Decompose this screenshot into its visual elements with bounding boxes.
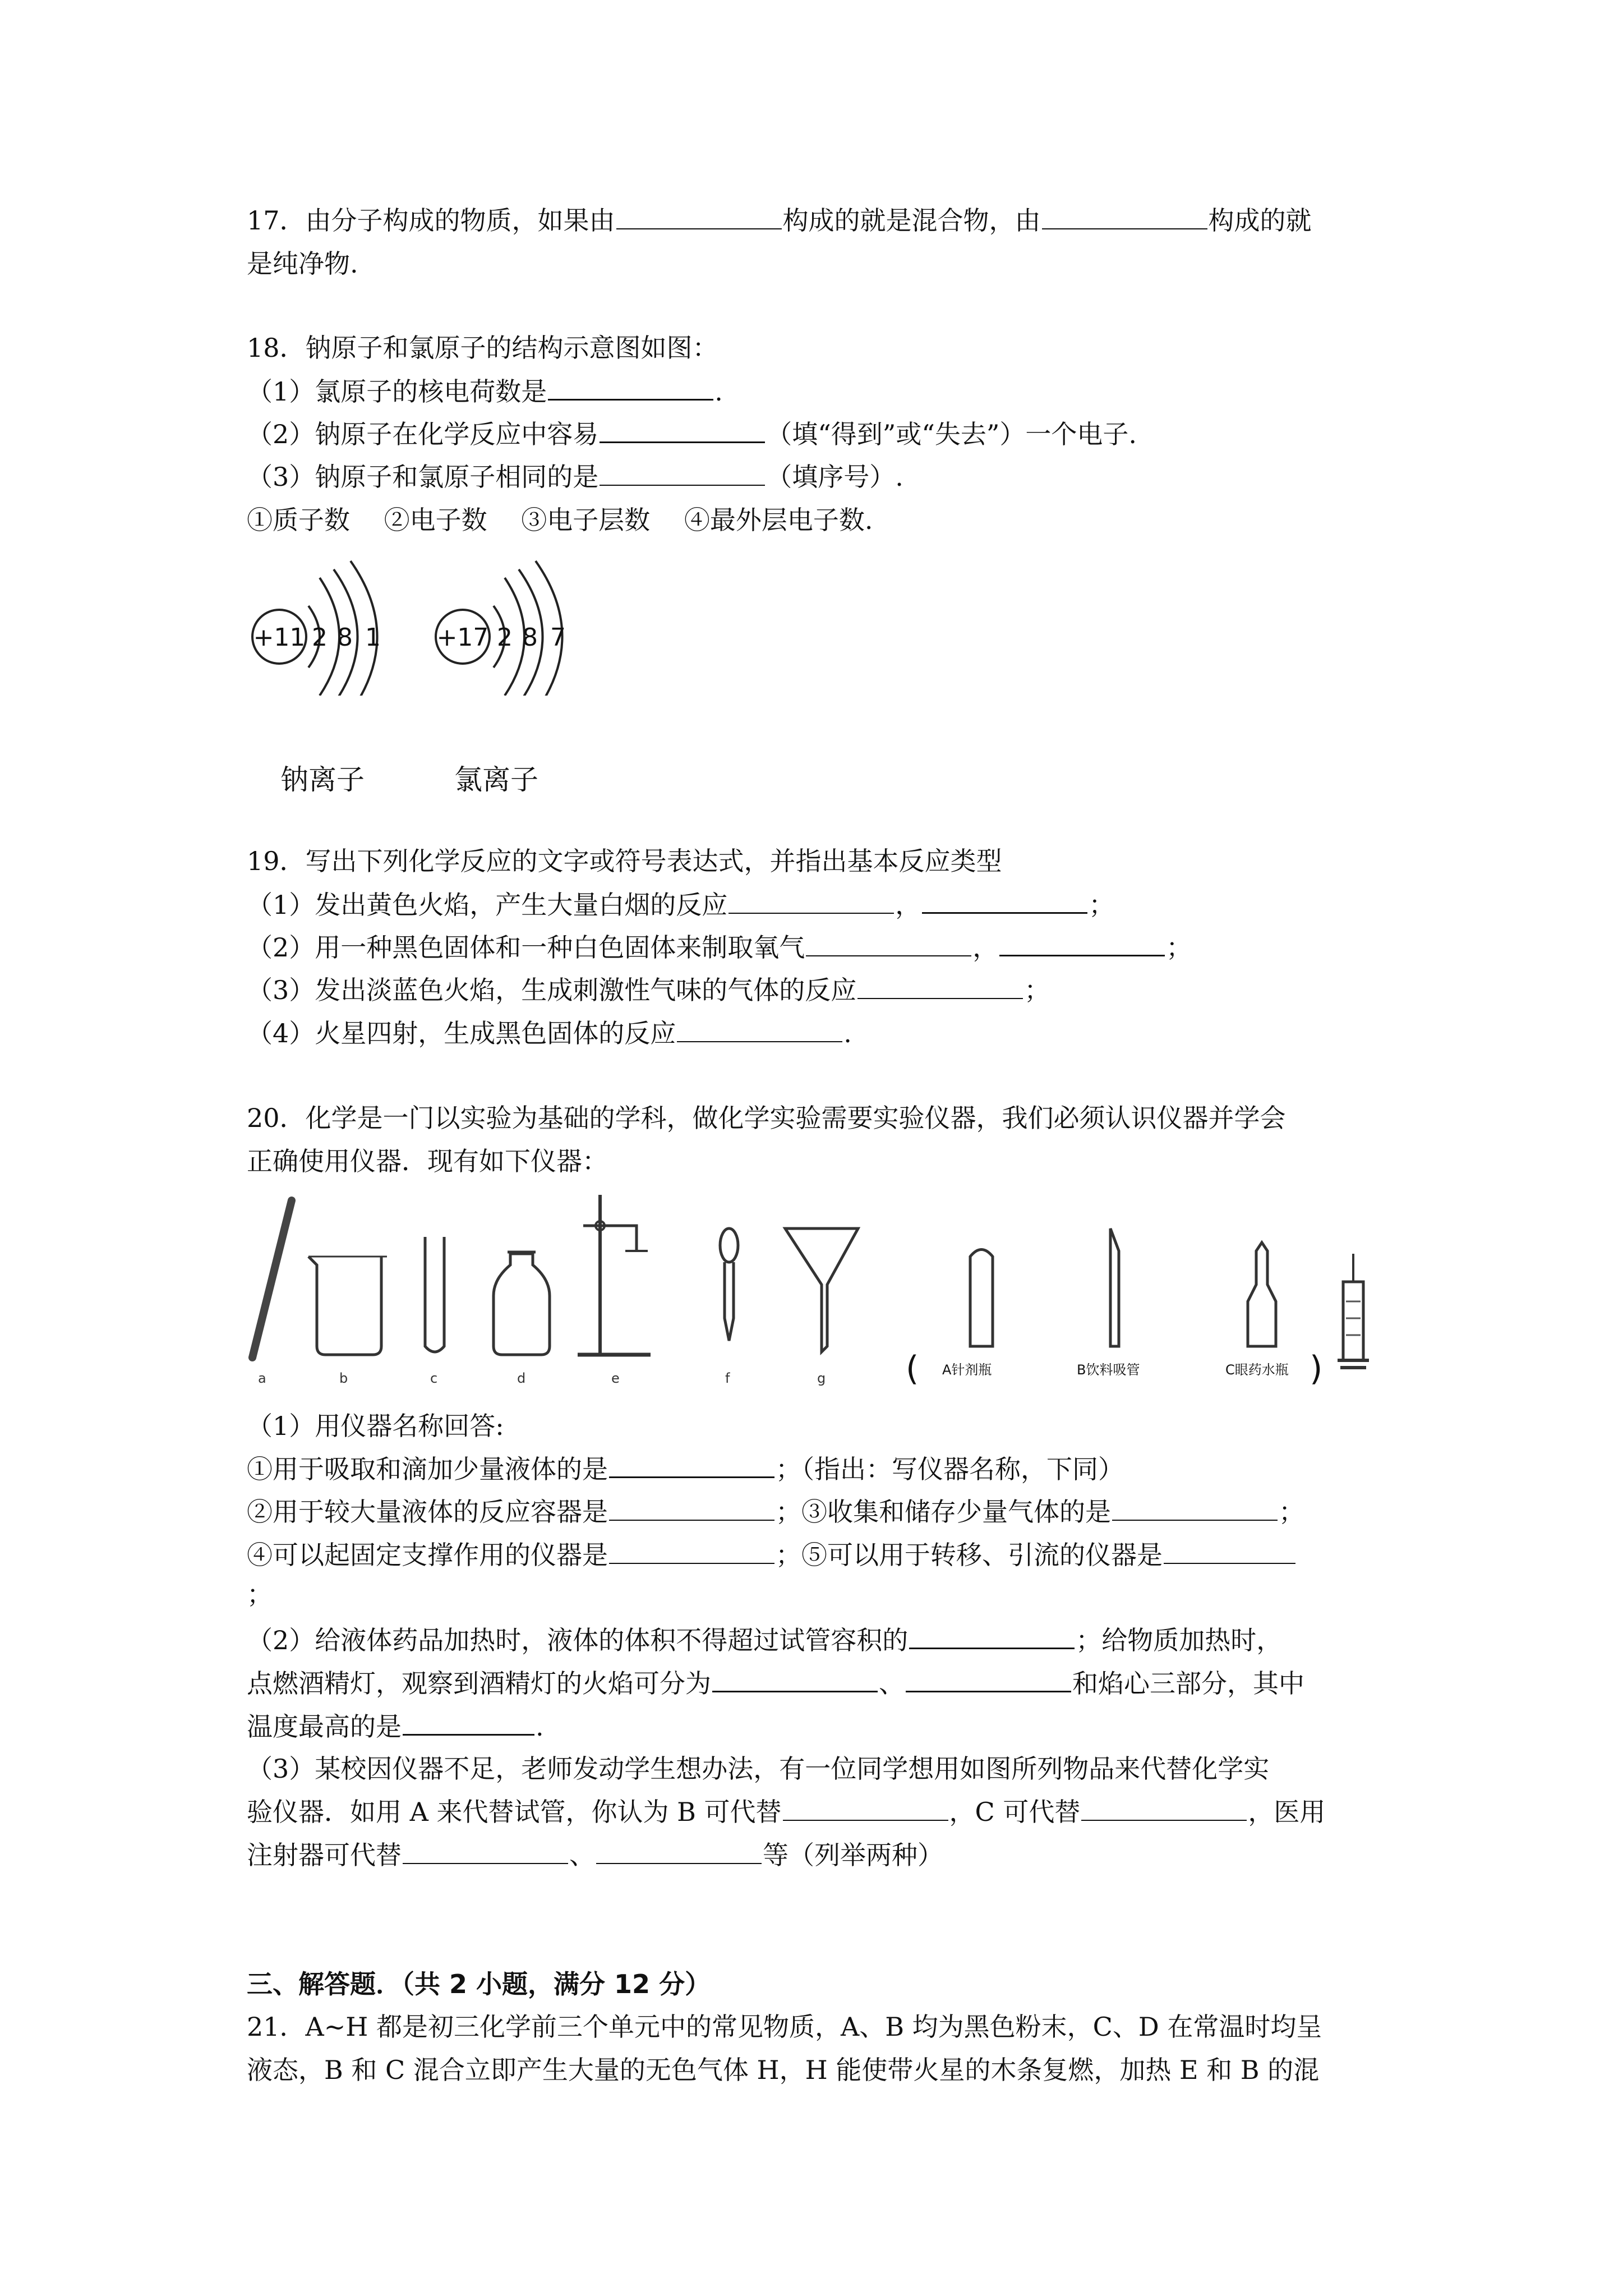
funnel-icon [785,1228,858,1386]
q20-part2-text-f: 温度最高的是 [247,1711,402,1742]
q20-part2-text-c: 点燃酒精灯，观察到酒精灯的火焰可分为 [247,1668,711,1699]
q20-part2-l2 [247,1666,1304,1700]
q18-part2-text: （2）钠原子在化学反应中容易 [247,419,599,449]
q18-part3-end: （填序号）. [766,462,903,492]
q18-part3 [247,460,903,494]
gas-jar-icon [494,1252,550,1386]
sodium-caption: 钠离子 [280,763,365,796]
q21-line2-text: 液态，B 和 C 混合立即产生大量的无色气体 H，H 能使带火星的木条复燃，加热 E 和 B 的混 [247,2055,1320,2085]
q20-part1 [247,1409,504,1443]
q20-blank-6[interactable] [909,1623,1075,1649]
q20-sub3-end: ； [247,1579,273,1609]
q20-part2-l3 [247,1709,544,1743]
test-tube-icon [425,1237,444,1386]
q18-options-text: ①质子数 ②电子数 ③电子层数 ④最外层电子数. [247,505,873,535]
dropper-icon [720,1228,738,1386]
q20-sub3-cont [247,1577,273,1611]
q20-blank-1[interactable] [609,1452,774,1478]
q20-part3-text-g: 等（列举两种） [763,1840,943,1870]
q20-sub2 [247,1495,1304,1529]
q20-part3-l3 [247,1838,943,1872]
q19-stem [247,844,1002,878]
q19-part1-comma: ， [895,890,921,920]
q18-part3-text: （3）钠原子和氯原子相同的是 [247,462,599,492]
q20-blank-9[interactable] [403,1709,534,1736]
q20-blank-2[interactable] [609,1495,774,1521]
q17-blank-2[interactable] [1042,204,1207,229]
q20-line2 [247,1144,608,1178]
q20-part2-l1 [247,1623,1282,1657]
chlorine-shell-1: 2 [497,623,513,652]
q19-part3-end: ； [1024,975,1050,1005]
chlorine-caption: 氯离子 [454,763,538,796]
q20-blank-10[interactable] [783,1795,948,1821]
q20-part3-text-d: ，医用 [1248,1797,1326,1827]
q20-blank-11[interactable] [1081,1795,1247,1821]
q20-part3-l1 [247,1752,1269,1786]
q19-stem-text: 19．写出下列化学反应的文字或符号表达式，并指出基本反应类型 [247,846,1002,876]
q17-text-b: 构成的就是混合物，由 [782,205,1041,236]
q20-part2-text-e: 和焰心三部分，其中 [1072,1668,1304,1699]
syringe-icon [1338,1254,1369,1368]
q20-sub3-mid: ；⑤可以用于转移、引流的仪器是 [776,1540,1163,1570]
q19-part3-text: （3）发出淡蓝色火焰，生成刺激性气味的气体的反应 [247,975,857,1005]
q18-blank-3[interactable] [600,460,765,486]
vial-icon [942,1250,993,1378]
q18-part2 [247,417,1137,451]
q19-blank-2b[interactable] [999,930,1165,956]
q19-blank-2a[interactable] [806,931,971,956]
q18-options [247,503,873,537]
q19-part1 [247,887,1114,922]
apparatus-figure [247,1189,1385,1391]
q20-blank-4[interactable] [609,1538,774,1564]
q20-sub2-mid: ；③收集和储存少量气体的是 [776,1497,1111,1527]
sodium-nucleus-label: +11 [253,623,306,652]
q20-blank-5[interactable] [1164,1538,1295,1564]
q20-part2-text-a: （2）给液体药品加热时，液体的体积不得超过试管容积的 [247,1625,909,1655]
open-paren: ( [906,1349,919,1388]
q20-sub1-end: ；（指出：写仪器名称，下同） [776,1454,1124,1484]
q20-blank-13[interactable] [596,1838,762,1864]
q17-blank-1[interactable] [616,204,782,229]
sodium-shell-3: 1 [365,623,381,652]
label-d: d [517,1370,526,1386]
q18-part1-text: （1）氯原子的核电荷数是 [247,376,547,407]
q17-text-d: 是纯净物. [247,249,358,279]
iron-stand-icon [578,1195,651,1386]
q20-part3-text-b: 验仪器．如用 A 来代替试管，你认为 B 可代替 [247,1797,782,1827]
item-c-label: C眼药水瓶 [1225,1362,1289,1378]
q20-line1-text: 20．化学是一门以实验为基础的学科，做化学实验需要实验仪器，我们必须认识仪器并学会 [247,1103,1286,1133]
q21-line1-text: 21．A~H 都是初三化学前三个单元中的常见物质，A、B 均为黑色粉末，C、D 在常温时均呈 [247,2012,1322,2042]
eye-drop-bottle-icon [1225,1243,1289,1378]
q20-blank-7[interactable] [712,1666,878,1692]
q20-blank-12[interactable] [403,1838,568,1864]
label-c: c [430,1370,438,1386]
q20-part1-text: （1）用仪器名称回答: [247,1411,504,1441]
q20-part3-text-a: （3）某校因仪器不足，老师发动学生想办法，有一位同学想用如图所列物品来代替化学实 [247,1754,1270,1784]
section3-heading-text: 三、解答题．（共 2 小题，满分 12 分） [247,1969,711,1999]
chlorine-shell-3: 7 [550,623,566,652]
q18-part2-end: （填“得到”或“失去”）一个电子. [766,419,1137,449]
q19-blank-4[interactable] [677,1016,842,1042]
chlorine-atom-diagram [436,561,566,696]
atom-structure-figure [241,544,600,696]
q20-part2-text-b: ；给物质加热时， [1076,1625,1283,1655]
q19-part2-end: ； [1166,932,1192,963]
q17-line1 [247,204,1312,237]
chlorine-shell-2: 8 [522,623,538,652]
q20-sub3 [247,1538,1297,1572]
q20-sub3-text: ④可以起固定支撑作用的仪器是 [247,1540,608,1570]
q19-part4-text: （4）火星四射，生成黑色固体的反应 [247,1018,676,1048]
sodium-atom-diagram [252,561,381,696]
q19-blank-1b[interactable] [922,887,1087,914]
q19-part2-text: （2）用一种黑色固体和一种白色固体来制取氧气 [247,932,805,963]
q20-sub1 [247,1452,1124,1486]
q19-blank-3[interactable] [857,973,1023,999]
q19-blank-1a[interactable] [728,888,894,914]
chlorine-nucleus-label: +17 [436,623,489,652]
q20-line2-text: 正确使用仪器．现有如下仪器： [247,1146,608,1176]
q20-part3-text-e: 注射器可代替 [247,1840,402,1870]
q18-part1 [247,374,723,408]
q17-line2 [247,247,358,280]
q20-part3-text-c: ，C 可代替 [949,1797,1081,1827]
item-b-label: B饮料吸管 [1077,1362,1140,1378]
label-e: e [611,1370,620,1386]
q18-blank-2[interactable] [600,417,765,443]
sodium-shell-2: 8 [337,623,353,652]
straw-icon [1077,1228,1140,1378]
q17-text-a: 17．由分子构成的物质，如果由 [247,205,615,236]
q19-part4-end: . [843,1018,852,1048]
q21-line1 [247,2010,1322,2044]
label-g: g [817,1370,826,1386]
label-b: b [339,1370,348,1386]
q19-part1-end: ； [1089,890,1115,920]
beaker-icon [308,1257,387,1386]
q20-part2-text-g: . [536,1711,544,1742]
q18-stem [247,331,718,365]
glass-rod-icon [252,1200,292,1386]
q18-stem-text: 18．钠原子和氯原子的结构示意图如图： [247,333,718,363]
q19-part2-comma: ， [972,932,999,963]
q20-part3-l2 [247,1795,1325,1829]
q20-sub2-end: ； [1279,1497,1304,1527]
q19-part3 [247,973,1050,1007]
q20-part2-text-d: 、 [879,1668,905,1699]
item-a-label: A针剂瓶 [942,1362,992,1378]
section3-heading [247,1967,711,2001]
q19-part4 [247,1016,852,1050]
q17-text-c: 构成的就 [1208,205,1312,236]
q20-blank-3[interactable] [1112,1495,1278,1521]
q20-sub2-text: ②用于较大量液体的反应容器是 [247,1497,608,1527]
q21-line2 [247,2053,1319,2087]
q19-part2 [247,930,1192,964]
sodium-shell-1: 2 [312,623,328,652]
q20-line1 [247,1101,1286,1135]
q19-part1-text: （1）发出黄色火焰，产生大量白烟的反应 [247,890,728,920]
q20-blank-8[interactable] [906,1666,1071,1692]
q18-part1-end: . [714,376,723,407]
label-f: f [725,1370,730,1386]
q18-blank-1[interactable] [548,374,713,401]
q20-sub1-text: ①用于吸取和滴加少量液体的是 [247,1454,608,1484]
q20-part3-text-f: 、 [569,1840,595,1870]
close-paren: ) [1310,1349,1323,1388]
label-a: a [258,1370,266,1386]
